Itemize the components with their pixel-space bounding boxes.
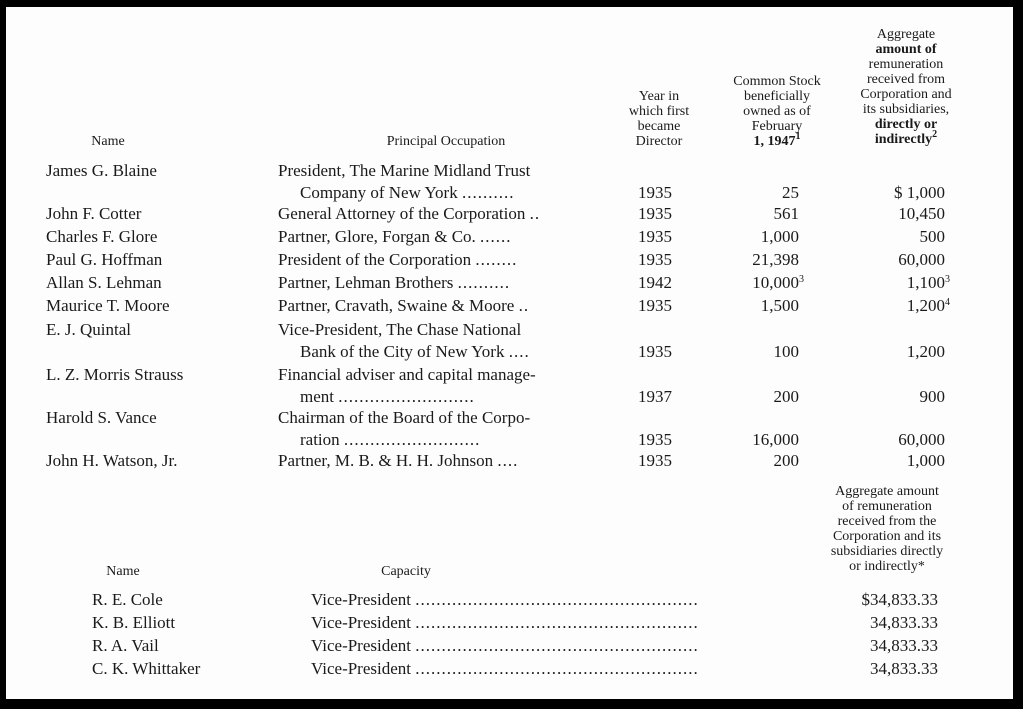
leader-dots: ...................................................... — [415, 590, 699, 609]
occupation-line: President of the Corporation ........ — [278, 250, 518, 269]
director-remuneration — [826, 450, 950, 472]
officer-capacity: Vice-President ...................................................... — [311, 590, 699, 609]
stock-value: 10,000 — [752, 273, 799, 292]
director-year: 1935 — [638, 342, 672, 361]
director-year: 1942 — [638, 273, 672, 292]
remuneration-value: 1,100 — [906, 273, 945, 292]
footnote-marker: 3 — [799, 274, 804, 285]
footnote-marker: 1 — [795, 131, 801, 142]
footnote-marker: 2 — [932, 129, 938, 140]
officer-name: R. E. Cole — [92, 590, 163, 609]
leader-dots: ........ — [475, 250, 518, 269]
occupation-line: Bank of the City of New York .... — [300, 342, 530, 361]
occupation-line: ment .......................... — [300, 387, 475, 406]
stock-value: 1,000 — [760, 227, 799, 246]
director-name: L. Z. Morris Strauss — [46, 365, 184, 384]
director-stock — [706, 203, 804, 225]
director-stock — [706, 386, 804, 408]
remuneration-value: 500 — [919, 227, 945, 246]
document-page — [6, 7, 1013, 699]
stock-value: 21,398 — [752, 250, 799, 269]
director-name: Maurice T. Moore — [46, 296, 170, 315]
director-remuneration — [826, 341, 950, 363]
director-remuneration — [826, 203, 950, 225]
occupation-line: Partner, M. B. & H. H. Johnson .... — [278, 451, 519, 470]
directors-header-occupation: Principal Occupation — [386, 134, 506, 149]
leader-dots: .. — [518, 296, 530, 315]
leader-dots: .......................... — [343, 430, 481, 449]
director-stock — [706, 182, 804, 204]
director-stock — [706, 295, 804, 317]
officer-remuneration: 34,833.33 — [870, 659, 938, 678]
officer-capacity: Vice-President ...................................................... — [311, 659, 699, 678]
director-name: John F. Cotter — [46, 204, 142, 223]
directors-header-name: Name — [91, 134, 125, 149]
stock-value: 200 — [773, 451, 799, 470]
stock-value: 200 — [773, 387, 799, 406]
leader-dots: .......................... — [338, 387, 475, 406]
remuneration-value: 60,000 — [898, 250, 945, 269]
director-name: John H. Watson, Jr. — [46, 451, 178, 470]
remuneration-value: 1,200 — [906, 342, 945, 361]
director-occupation — [278, 319, 608, 363]
director-year: 1935 — [638, 204, 672, 223]
director-year: 1935 — [638, 430, 672, 449]
director-remuneration — [826, 429, 950, 451]
remuneration-value: 60,000 — [898, 430, 945, 449]
director-name: Charles F. Glore — [46, 227, 158, 246]
stock-value: 100 — [773, 342, 799, 361]
director-occupation — [278, 160, 608, 204]
remuneration-value: 900 — [919, 387, 945, 406]
director-occupation — [278, 226, 608, 248]
director-year: 1935 — [638, 451, 672, 470]
director-name: E. J. Quintal — [46, 320, 131, 339]
occupation-line: Partner, Glore, Forgan & Co. ...... — [278, 227, 512, 246]
director-stock — [706, 226, 804, 248]
remuneration-value: $ 1,000 — [894, 183, 945, 202]
director-occupation — [278, 364, 608, 408]
director-remuneration — [826, 386, 950, 408]
director-name: James G. Blaine — [46, 161, 157, 180]
director-year: 1935 — [638, 183, 672, 202]
occupation-line: Vice-President, The Chase National — [278, 320, 522, 339]
director-occupation — [278, 450, 608, 472]
occupation-line: President, The Marine Midland Trust — [278, 161, 531, 180]
director-name: Allan S. Lehman — [46, 273, 162, 292]
footnote-marker: 3 — [945, 274, 950, 285]
occupation-line: Partner, Cravath, Swaine & Moore .. — [278, 296, 530, 315]
director-stock — [706, 429, 804, 451]
officers-header-capacity: Capacity — [381, 564, 431, 579]
directors-header-remuneration: Aggregate amount of remuneration received from Corporation and its subsidiaries, directly or indirectly$^2$ — [860, 27, 952, 147]
stock-value: 25 — [782, 183, 799, 202]
director-remuneration — [826, 249, 950, 271]
occupation-line: Financial adviser and capital manage- — [278, 365, 536, 384]
leader-dots: .......... — [457, 273, 511, 292]
leader-dots: ...................................................... — [415, 659, 699, 678]
director-stock — [706, 450, 804, 472]
officer-name: C. K. Whittaker — [92, 659, 201, 678]
director-stock — [706, 341, 804, 363]
occupation-line: General Attorney of the Corporation .. — [278, 204, 541, 223]
director-occupation — [278, 295, 608, 317]
director-year: 1937 — [638, 387, 672, 406]
director-year: 1935 — [638, 227, 672, 246]
director-stock — [706, 249, 804, 271]
officers-header-remuneration: Aggregate amount of remuneration received from the Corporation and its subsidiaries directly or indirectly* — [830, 484, 944, 574]
officer-capacity: Vice-President ...................................................... — [311, 636, 699, 655]
director-stock — [706, 272, 804, 294]
remuneration-value: 10,450 — [898, 204, 945, 223]
director-occupation — [278, 407, 608, 451]
directors-header-stock: Common Stock beneficially owned as of February 1, 1947$^1$ — [733, 74, 821, 149]
occupation-line: Partner, Lehman Brothers .......... — [278, 273, 511, 292]
director-remuneration — [826, 295, 950, 317]
remuneration-value: 1,000 — [906, 451, 945, 470]
leader-dots: .......... — [461, 183, 515, 202]
occupation-line: Chairman of the Board of the Corpo- — [278, 408, 531, 427]
occupation-line: ration .......................... — [300, 430, 481, 449]
occupation-line: Company of New York .......... — [300, 183, 515, 202]
stock-value: 561 — [773, 204, 799, 223]
director-occupation — [278, 272, 608, 294]
director-name: Harold S. Vance — [46, 408, 157, 427]
stock-value: 16,000 — [752, 430, 799, 449]
leader-dots: ...................................................... — [415, 613, 699, 632]
director-name: Paul G. Hoffman — [46, 250, 163, 269]
officer-name: K. B. Elliott — [92, 613, 176, 632]
director-year: 1935 — [638, 250, 672, 269]
leader-dots: .... — [508, 342, 530, 361]
director-remuneration — [826, 182, 950, 204]
director-occupation — [278, 249, 608, 271]
officer-remuneration: 34,833.33 — [870, 636, 938, 655]
director-occupation — [278, 203, 608, 225]
leader-dots: ...................................................... — [415, 636, 699, 655]
officer-name: R. A. Vail — [92, 636, 159, 655]
stock-value: 1,500 — [760, 296, 799, 315]
remuneration-value: 1,200 — [906, 296, 945, 315]
leader-dots: ...... — [480, 227, 512, 246]
director-remuneration — [826, 272, 950, 294]
officer-remuneration: 34,833.33 — [870, 613, 938, 632]
officer-capacity: Vice-President ...................................................... — [311, 613, 699, 632]
officer-remuneration: $34,833.33 — [861, 590, 938, 609]
directors-header-year: Year in which first became Director — [628, 89, 690, 149]
director-year: 1935 — [638, 296, 672, 315]
leader-dots: .. — [529, 204, 541, 223]
leader-dots: .... — [497, 451, 519, 470]
footnote-marker: 4 — [945, 297, 950, 308]
officers-header-name: Name — [106, 564, 140, 579]
director-remuneration — [826, 226, 950, 248]
